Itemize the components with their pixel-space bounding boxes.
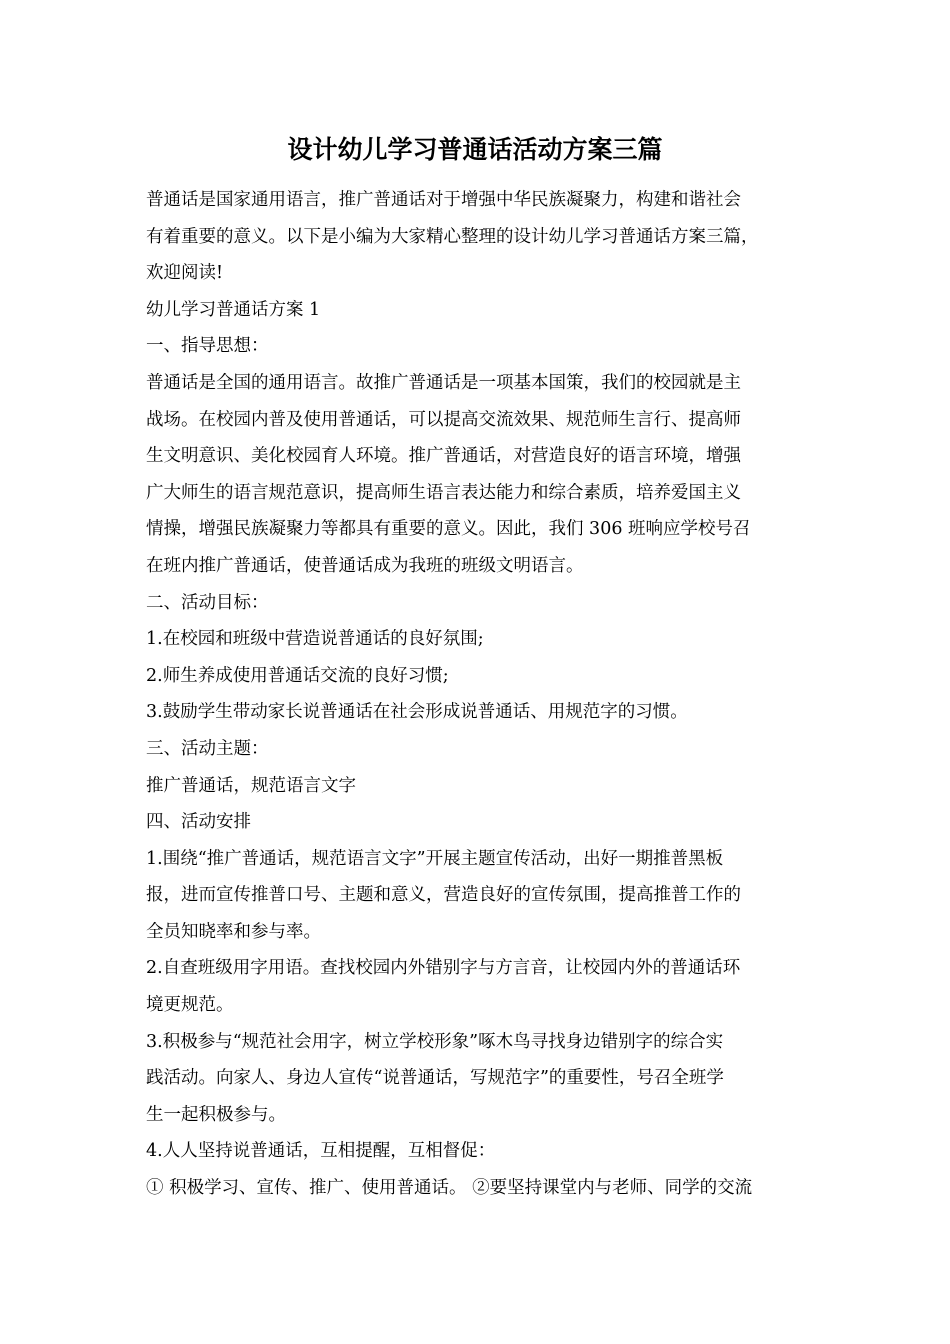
body-line: 战场。在校园内普及使用普通话，可以提高交流效果、规范师生言行、提高师 — [146, 409, 741, 430]
body-line: 欢迎阅读! — [146, 263, 224, 284]
list-item: 1.在校园和班级中营造说普通话的良好氛围; — [146, 629, 484, 650]
list-item: 3.积极参与“规范社会用字，树立学校形象”啄木鸟寻找身边错别字的综合实 — [146, 1031, 724, 1052]
list-item: 2.师生养成使用普通话交流的良好习惯; — [146, 665, 449, 686]
list-item: 2.自查班级用字用语。查找校园内外错别字与方言音，让校园内外的普通话环 — [146, 958, 741, 979]
body-line: ① 积极学习、宣传、推广、使用普通话。 ②要坚持课堂内与老师、同学的交流 — [146, 1178, 753, 1199]
body-line: 有着重要的意义。以下是小编为大家精心整理的设计幼儿学习普通话方案三篇， — [146, 226, 759, 247]
body-line: 践活动。向家人、身边人宣传“说普通话，写规范字”的重要性，号召全班学 — [146, 1068, 724, 1089]
section-heading: 幼儿学习普通话方案 1 — [146, 299, 321, 320]
body-line: 情操，增强民族凝聚力等都具有重要的意义。因此，我们 306 班响应学校号召 — [146, 519, 751, 540]
body-line: 普通话是全国的通用语言。故推广普通话是一项基本国策，我们的校园就是主 — [146, 372, 741, 393]
document-title: 设计幼儿学习普通话活动方案三篇 — [287, 135, 663, 164]
body-line: 境更规范。 — [146, 995, 234, 1016]
body-line: 推广普通话，规范语言文字 — [146, 775, 356, 796]
body-line: 生文明意识、美化校园育人环境。推广普通话，对营造良好的语言环境，增强 — [146, 446, 741, 467]
body-line: 全员知晓率和参与率。 — [146, 921, 321, 942]
section-heading: 四、活动安排 — [146, 812, 251, 833]
list-item: 1.围绕“推广普通话，规范语言文字”开展主题宣传活动，出好一期推普黑板 — [146, 848, 724, 869]
list-item: 4.人人坚持说普通话，互相提醒，互相督促： — [146, 1141, 496, 1162]
body-line: 报，进而宣传推普口号、主题和意义，营造良好的宣传氛围，提高推普工作的 — [146, 885, 741, 906]
body-line: 生一起积极参与。 — [146, 1104, 286, 1125]
list-item: 3.鼓励学生带动家长说普通话在社会形成说普通话、用规范字的习惯。 — [146, 702, 688, 723]
document-body — [146, 182, 812, 1207]
body-line: 广大师生的语言规范意识，提高师生语言表达能力和综合素质，培养爱国主义 — [146, 482, 741, 503]
section-heading: 三、活动主题： — [146, 738, 269, 759]
section-heading: 二、活动目标： — [146, 592, 269, 613]
section-heading: 一、指导思想： — [146, 336, 269, 357]
body-line: 普通话是国家通用语言，推广普通话对于增强中华民族凝聚力，构建和谐社会 — [146, 190, 741, 210]
body-line: 在班内推广普通话，使普通话成为我班的班级文明语言。 — [146, 555, 584, 576]
